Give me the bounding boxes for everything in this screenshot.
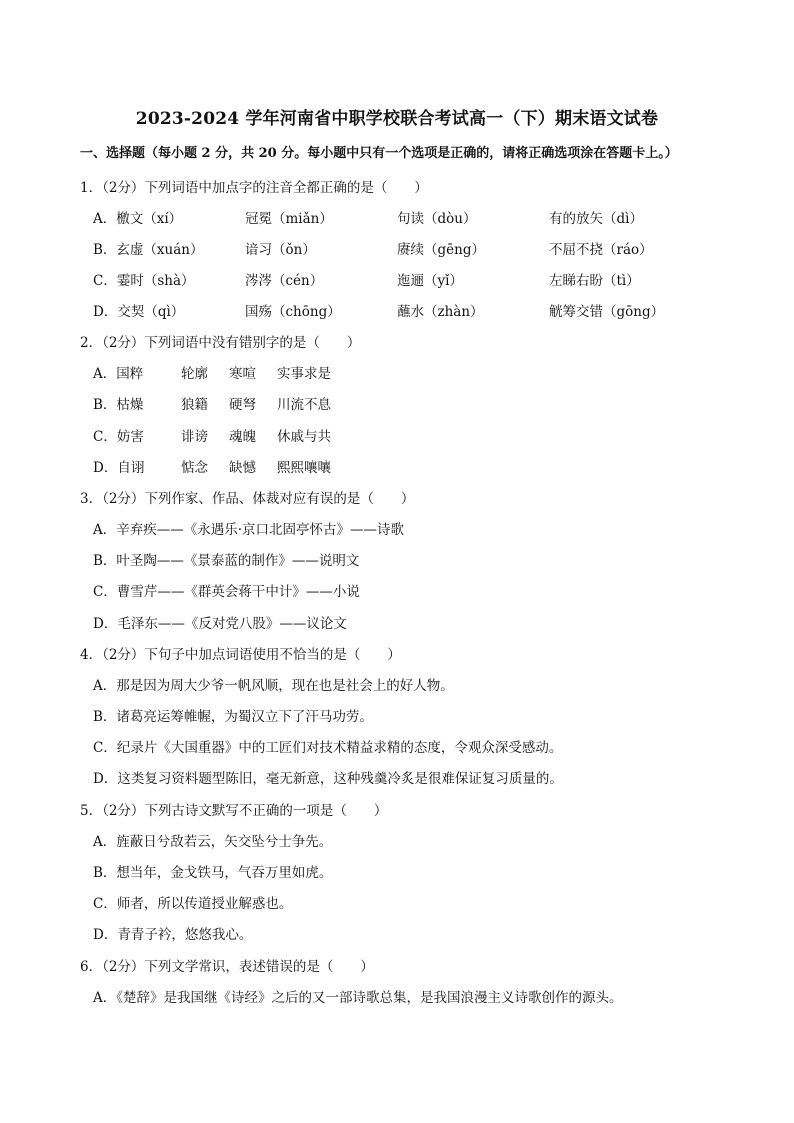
page-title: 2023-2024 学年河南省中职学校联合考试高一（下）期末语文试卷	[135, 109, 659, 129]
question-3-option-a[interactable]: A．辛弃疾——《永遇乐·京口北固亭怀古》——诗歌	[93, 522, 405, 538]
question-3-option-b[interactable]: B．叶圣陶——《景泰蓝的制作》——说明文	[93, 553, 360, 569]
question-3-option-c[interactable]: C．曹雪芹——《群英会蒋干中计》——小说	[93, 584, 360, 600]
question-5-option-b[interactable]: B．想当年，金戈铁马，气吞万里如虎。	[93, 865, 333, 881]
question-2-option-d[interactable]: D．自诩 惦念 缺憾 熙熙嚷嚷	[93, 460, 331, 476]
question-5-stem: 5．（2分）下列古诗文默写不正确的一项是（ ）	[80, 803, 388, 819]
question-2-option-b[interactable]: B．枯燥 狼籍 硬弩 川流不息	[93, 397, 331, 413]
question-2-stem: 2．（2分）下列词语中没有错别字的是（ ）	[80, 335, 361, 351]
question-4-stem: 4．（2分）下句子中加点词语使用不恰当的是（ ）	[80, 647, 401, 663]
question-2-option-a[interactable]: A．国粹 轮廓 寒喧 实事求是	[93, 366, 331, 382]
question-2-option-c[interactable]: C．妨害 诽谤 魂魄 休戚与共	[93, 429, 331, 445]
question-6-stem: 6．（2分）下列文学常识，表述错误的是（ ）	[80, 959, 374, 975]
section-heading: 一、选择题（每小题 2 分，共 20 分。每小题中只有一个选项是正确的，请将正确选项涂在答题卡上。）	[80, 146, 678, 161]
question-1-stem: 1．（2分）下列词语中加点字的注音全都正确的是（ ）	[80, 180, 428, 196]
question-4-option-b[interactable]: B．诸葛亮运筹帷幄，为蜀汉立下了汗马功劳。	[93, 709, 373, 725]
exam-page: 2023-2024 学年河南省中职学校联合考试高一（下）期末语文试卷 一、选择题（每小题 2 分，共 20 分。每小题中只有一个选项是正确的，请将正确选项涂在答题卡上。） 1．（2分）下列词语中加点字的注音全都正确的是（ ） A．檄文（xí） 冠冕（miǎn） 句读（dòu） 有的放矢（dì） B．玄虚（xuán） 谙习（ǒn） 赓续（gēng） 不屈不挠（ráo） C．霎时（shà） 涔涔（cén） 迤逦（yǐ） 左睇右盼（tì） D．交契（qì） 国殇（chōng） 蘸水（zhàn） 觥筹交错（gōng） 2．（2分）下列词语中没有错别字的是（ ） A．国粹 轮廓 寒喧 实事求是 B．枯燥 狼籍 硬弩 川流不息 C．妨害 诽谤 魂魄 休戚与共 D．自诩 惦念 缺憾 熙熙嚷嚷 3．（2分）下列作家、作品、体裁对应有误的是（ ） A．辛弃疾——《永遇乐·京口北固亭怀古》——诗歌 B．叶圣陶——《景泰蓝的制作》——说明文 C．曹雪芹——《群英会蒋干中计》——小说 D．毛泽东——《反对党八股》——议论文 4．（2分）下句子中加点词语使用不恰当的是（ ） A．那是因为周大少爷一帆风顺，现在也是社会上的好人物。 B．诸葛亮运筹帷幄，为蜀汉立下了汗马功劳。 C．纪录片《大国重器》中的工匠们对技术精益求精的态度，令观众深受感动。 D．这类复习资料题型陈旧，毫无新意，这种残羹冷炙是很难保证复习质量的。 5．（2分）下列古诗文默写不正确的一项是（ ） A．旌蔽日兮敌若云，矢交坠兮士争先。 B．想当年，金戈铁马，气吞万里如虎。 C．师者，所以传道授业解惑也。 D．青青子衿，悠悠我心。 6．（2分）下列文学常识，表述错误的是（ ） A．《楚辞》是我国继《诗经》之后的又一部诗歌总集，是我国浪漫主义诗歌创作的源头。	[0, 0, 794, 1123]
question-4-option-c[interactable]: C．纪录片《大国重器》中的工匠们对技术精益求精的态度，令观众深受感动。	[93, 740, 563, 756]
question-5-option-d[interactable]: D．青青子衿，悠悠我心。	[93, 927, 253, 943]
question-6-option-a[interactable]: A．《楚辞》是我国继《诗经》之后的又一部诗歌总集，是我国浪漫主义诗歌创作的源头。	[93, 990, 623, 1006]
question-5-option-a[interactable]: A．旌蔽日兮敌若云，矢交坠兮士争先。	[93, 834, 333, 850]
question-5-option-c[interactable]: C．师者，所以传道授业解惑也。	[93, 896, 293, 912]
question-4-option-d[interactable]: D．这类复习资料题型陈旧，毫无新意，这种残羹冷炙是很难保证复习质量的。	[93, 771, 563, 787]
question-3-stem: 3．（2分）下列作家、作品、体裁对应有误的是（ ）	[80, 491, 415, 507]
question-3-option-d[interactable]: D．毛泽东——《反对党八股》——议论文	[93, 616, 347, 632]
question-4-option-a[interactable]: A．那是因为周大少爷一帆风顺，现在也是社会上的好人物。	[93, 678, 454, 694]
